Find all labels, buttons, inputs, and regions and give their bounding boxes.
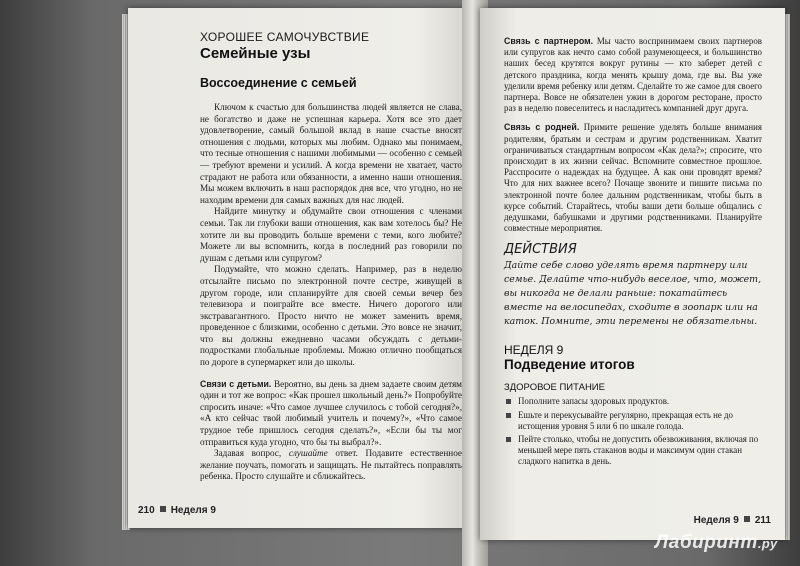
paragraph-1: Ключом к счастью для большинства людей является не слава, не богатство и даже не успешная карьера. Хотя все это дает удовлетворение, самый большой вклад в наше счастье вносят отношения с людьми, которых мы любим. Однако мы понимаем, что тесные отношения с нашими любимыми — особенно с семьей — требуют времени и усилий. А когда времени не хватает, часто страдают не работа или обязанности, а именно наши отношения. Мы можем включить в наш распорядок дня все, что угодно, но не находим времени для самых важных для нас людей.: [200, 102, 462, 205]
actions-title: ДЕЙСТВИЯ: [504, 242, 577, 258]
left-running-footer: Неделя 9: [170, 505, 216, 516]
square-bullet-icon: [744, 516, 750, 522]
right-page-number: 211: [754, 515, 771, 526]
right-running-footer: Неделя 9: [693, 515, 739, 526]
listen-paragraph: [200, 448, 462, 483]
square-bullet-icon: [160, 506, 166, 512]
relatives-paragraph: [504, 122, 762, 234]
relatives-label: Связь с родней.: [504, 122, 580, 133]
kids-label: Связи с детьми.: [200, 378, 272, 389]
chapter-title: Семейные узы: [200, 45, 311, 62]
watermark-text: Лабиринт: [655, 532, 758, 553]
partner-label: Связь с партнером.: [504, 36, 594, 46]
partner-text: Мы часто воспринимаем своих партнеров или супругов как нечто само собой разумеющееся, и большинство наших бесед крутятся вокруг рутины — кто заберет детей с детского праздника, когда менять крышу дома, где вы. Вы уже уделили время ребенку или детям. Сделайте то же самое для своего партнера. Вовсе не обязателен ужин в дорогом ресторане, просто раз в неделю повеселитесь и насладитесь компанией друг друга.: [504, 36, 762, 114]
week-title: Подведение итогов: [504, 357, 635, 373]
subsection-label: ЗДОРОВОЕ ПИТАНИЕ: [504, 382, 605, 394]
actions-text: Дайте себе слово уделять время партнеру или семье. Делайте что-нибудь веселое, что, может, вы никогда не делали раньше: покатайтесь вместе на велосипедах, сходите в зоопарк или на каток. Помните, эти перемены не обязательны.: [504, 260, 762, 328]
paragraph-3: Подумайте, что можно сделать. Например, раз в неделю отсылайте письмо по электронной почте сестре, живущей в другом городе, или спланируйте для своей семьи вечер без телевизора и поиграйте все вместе. Ничего дорогого или экстравагантного. Просто ничто не может заменить время, проведенное с близкими, особенно с детьми. Это вовсе не значит, что вы должны ежедневно часами обсуждать с детьми-подростками глобальные проблемы. Можно отлично пообщаться по дороге в супермаркет или до школы.: [200, 264, 462, 368]
listen-text-b: ответ. Подавите естественное желание поучать, помогать и защищать. Не пытайтесь поправлять ребенка. Просто слушайте и сближайтесь.: [200, 448, 463, 482]
kids-text: Вероятно, вы день за днем задаете своим детям один и тот же вопрос: «Как прошел школьный день?» Попробуйте спросить иначе: «Что самое лучшее случилось с тобой сегодня?», «А кто сейчас твой любимый учитель и почему?», «Что самое трудное тебе пришлось сегодня сделать?», «Если бы ты мог отправиться куда угодно, что бы ты выбрал?».: [200, 378, 462, 447]
right-page-body: [504, 36, 762, 470]
list-item: Пополните запасы здоровых продуктов.: [504, 396, 762, 407]
list-item: Ешьте и перекусывайте регулярно, прекращая есть не до истощения уровня 5 или 6 по шкале голода.: [504, 410, 762, 432]
labirint-watermark: [655, 532, 778, 554]
section-heading: Воссоединение с семьей: [200, 76, 357, 90]
right-page: [480, 8, 785, 540]
left-page: [128, 8, 468, 528]
listen-text-a: Задавая вопрос,: [214, 448, 289, 459]
list-item: Пейте столько, чтобы не допустить обезвоживания, включая по меньшей мере пять стаканов воды и максимум один стакан сладкого напитка в день.: [504, 434, 762, 468]
left-page-body: [200, 28, 462, 483]
left-footer: [138, 505, 216, 516]
week-label: НЕДЕЛЯ 9: [504, 343, 564, 358]
kids-paragraph: [200, 379, 462, 449]
right-footer: [694, 515, 771, 526]
relatives-text: Примите решение уделять больше внимания родителям, братьям и сестрам и другим родственникам. Хватит ограничиваться стандартным вопросом «Как дела?»; спросите, что происходит в их жизни сейчас. Вспомните совместное прошлое. Расспросите о надеждах на будущее. А как они проводят время? Что для них важнее всего? Почаще звоните и пишите письма по электронной почте более дальним родственникам, чтобы быть в курсе событий. Старайтесь, чтобы ваши дети больше общались с дедушками, бабушками и другими родственниками. Планируйте совместные мероприятия.: [504, 122, 762, 234]
left-page-number: 210: [138, 505, 155, 516]
paragraph-2: Найдите минутку и обдумайте свои отношения с членами семьи. Так ли глубоки ваши отношения, как вам хотелось бы? Не хотите ли вы проводить больше времени с теми, кого любите? Можете ли вы вспомнить, когда в последний раз говорили по душам с детьми или супругом?: [200, 206, 462, 263]
listen-emphasis: слушайте: [288, 448, 328, 459]
partner-paragraph: [504, 36, 762, 114]
nutrition-list: [504, 396, 762, 467]
section-label: ХОРОШЕЕ САМОЧУВСТВИЕ: [200, 30, 370, 44]
watermark-suffix: .ру: [757, 536, 778, 551]
